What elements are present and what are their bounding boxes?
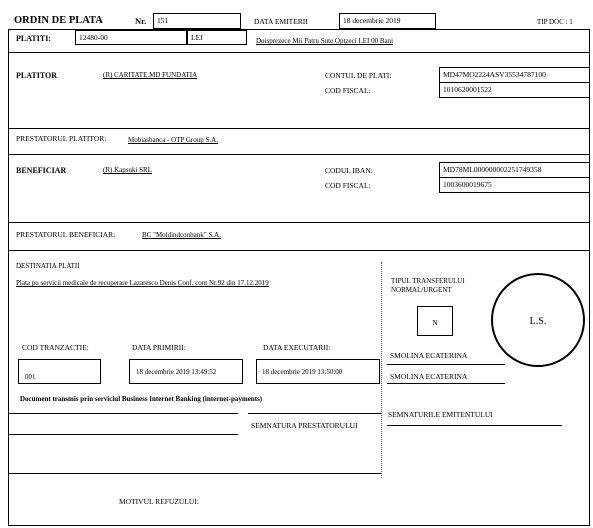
data-primirii-label: DATA PRIMIRII: [132, 343, 186, 352]
prestator-platitor-value: Mobiasbanca - OTP Group S.A. [128, 136, 218, 144]
data-executarii-field [256, 359, 380, 384]
amount-words: Doisprezece Mii Patru Sute Optzeci LEI 00 Bani [256, 37, 394, 45]
platitor-label: PLATITOR [16, 71, 58, 80]
beneficiar-name: (R) Kapsuki SRL [103, 166, 152, 174]
stamp-circle [491, 273, 585, 367]
signer-2-line [387, 383, 505, 384]
divider [248, 413, 381, 414]
date-emission-label: DATA EMITERII [254, 17, 308, 26]
prestator-platitor-label: PRESTATORUL PLATITOR: [16, 134, 107, 143]
date-emission-value: 18 decembrie 2019 [343, 16, 401, 25]
divider [8, 413, 238, 414]
currency-value: LEI [191, 33, 203, 42]
destinatia-label: DESTINATIA PLATII [16, 262, 80, 270]
data-primirii-field [129, 359, 243, 384]
prestator-beneficiar-value: BC "Moldindconbank" S.A. [142, 231, 221, 239]
semnaturile-emitentului: SEMNATURILE EMITENTULUI [388, 410, 493, 419]
fiscal-field [439, 82, 590, 98]
nr-value: 151 [157, 16, 169, 25]
transfer-type-field [417, 306, 453, 336]
date-emission-field [339, 13, 436, 29]
prestator-beneficiar-label: PRESTATORUL BENEFICIAR: [16, 230, 116, 239]
account-label: CONTUL DE PLATI: [325, 71, 392, 80]
emitent-signature-line [387, 425, 562, 426]
destinatia-value: Plata pu servicii medicale de recuperare Lazaresco Denis Conf. cont Nr.92 din 17.12.2019 [16, 279, 269, 287]
nr-field [153, 13, 241, 29]
platitor-name: (R) CARITATE.MD FUNDATIA [103, 71, 198, 79]
divider [8, 52, 590, 53]
nr-label: Nr. [135, 16, 147, 26]
divider [8, 154, 590, 155]
account-field [439, 67, 590, 83]
beneficiar-label: BENEFICIAR [16, 166, 67, 175]
divider [8, 128, 590, 129]
iban-value: MD78ML000000002251749358 [443, 165, 542, 174]
amount-field [75, 30, 187, 45]
data-executarii-label: DATA EXECUTARII: [263, 343, 331, 352]
currency-field [187, 30, 247, 45]
signer-1: SMOLINA ECATERINA [390, 351, 468, 360]
cod-tranzactie-value: 001 [25, 373, 36, 381]
divider [8, 473, 381, 474]
data-primirii-value: 18 decembrie 2019 13:49:52 [136, 368, 217, 376]
iban-field [439, 162, 590, 178]
signer-2: SMOLINA ECATERINA [390, 372, 468, 381]
signer-1-line [387, 364, 505, 365]
beneficiar-fiscal-label: COD FISCAL: [325, 181, 371, 190]
motivul-refuzului-label: MOTIVUL REFUZULUI: [119, 497, 199, 506]
cod-tranzactie-field [18, 359, 101, 384]
beneficiar-fiscal-field [439, 177, 590, 193]
transfer-type-sublabel: NORMAL/URGENT [391, 286, 452, 294]
iban-label: CODUL IBAN: [325, 166, 373, 175]
divider [8, 222, 590, 223]
fiscal-value: 1010620001522 [443, 85, 492, 94]
document-note: Document transmis prin serviciul Business Internet Banking (internet-payments) [20, 395, 263, 403]
fiscal-label: COD FISCAL: [325, 86, 371, 95]
transfer-type-value: N [432, 318, 438, 327]
stamp-text: L.S. [529, 316, 547, 327]
dotted-separator [381, 262, 382, 478]
tip-doc: TIP DOC : 1 [537, 18, 573, 26]
document-title: ORDIN DE PLATA [14, 15, 103, 26]
divider [8, 250, 590, 251]
semnatura-prestatorului: SEMNATURA PRESTATORULUI [251, 421, 358, 430]
platiti-label: PLATITI: [16, 34, 51, 43]
amount-value: 12480-00 [79, 33, 108, 42]
data-executarii-value: 18 decembrie 2019 13:50:00 [262, 368, 343, 376]
account-value: MD47MO2224ASV35534787100 [443, 70, 546, 79]
beneficiar-fiscal-value: 1003600019675 [443, 180, 492, 189]
transfer-type-label: TIPUL TRANSFERULUI [391, 277, 465, 285]
divider [8, 434, 238, 435]
form-border [8, 29, 590, 526]
cod-tranzactie-label: COD TRANZACTIE: [22, 343, 89, 352]
